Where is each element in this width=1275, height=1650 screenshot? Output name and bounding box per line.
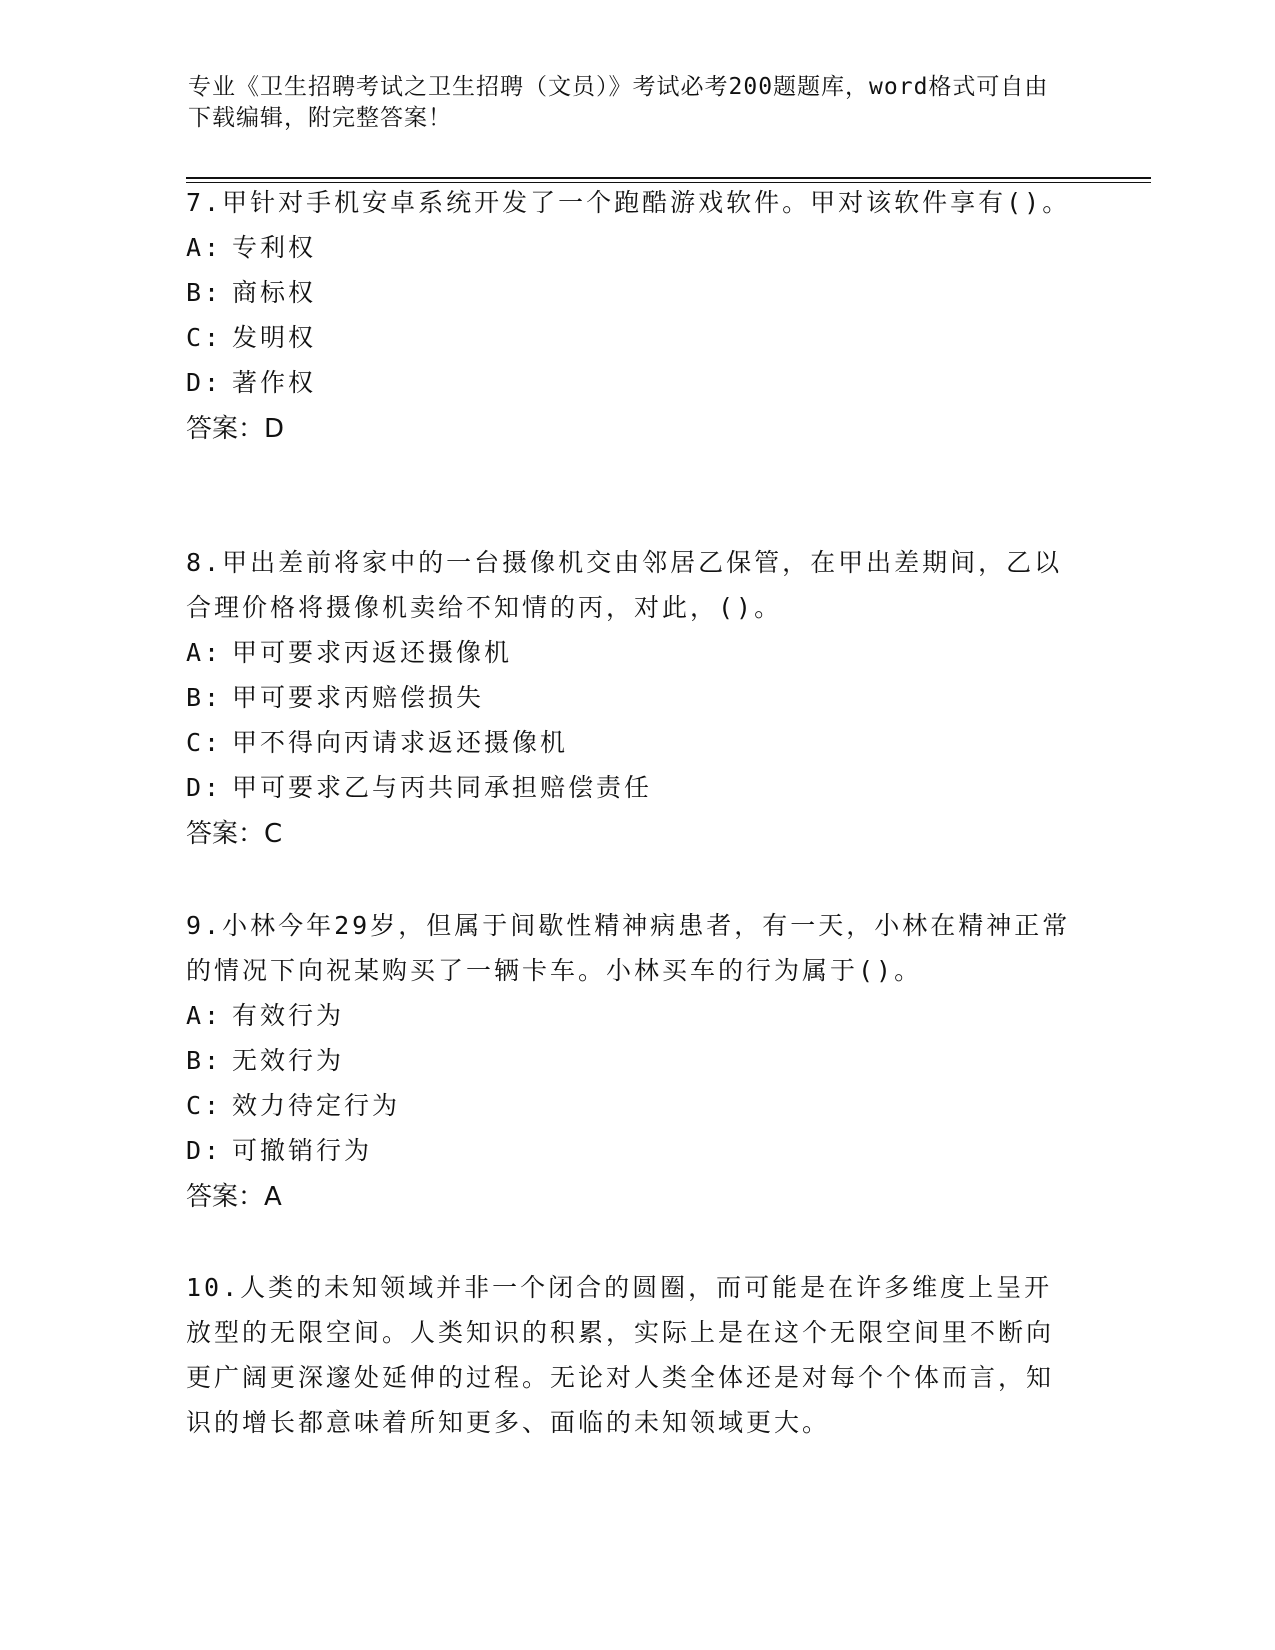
- option-letter: B:: [186, 683, 223, 712]
- option-b: [186, 1038, 1076, 1083]
- question-9: [186, 903, 1076, 1221]
- option-text: 无效行为: [232, 1046, 345, 1075]
- option-text: 效力待定行为: [232, 1091, 401, 1120]
- question-stem: 7.甲针对手机安卓系统开发了一个跑酷游戏软件。甲对该软件享有()。: [186, 188, 1071, 217]
- option-text: 可撤销行为: [232, 1136, 373, 1165]
- option-letter: B:: [186, 1046, 223, 1075]
- option-a: [186, 630, 1076, 675]
- option-b: [186, 675, 1076, 720]
- option-letter: D:: [186, 368, 223, 397]
- question-10: [186, 1265, 1076, 1445]
- option-letter: B:: [186, 278, 223, 307]
- option-letter: C:: [186, 728, 223, 757]
- question-stem: 8.甲出差前将家中的一台摄像机交由邻居乙保管，在甲出差期间，乙以合理价格将摄像机卖给不知情的丙，对此，()。: [186, 548, 1063, 622]
- option-letter: D:: [186, 773, 223, 802]
- option-d: [186, 360, 1076, 405]
- question-7: [186, 180, 1076, 453]
- option-letter: A:: [186, 638, 223, 667]
- option-letter: C:: [186, 323, 223, 352]
- option-text: 甲不得向丙请求返还摄像机: [232, 728, 569, 757]
- option-a: [186, 993, 1076, 1038]
- option-c: [186, 720, 1076, 765]
- option-c: [186, 1083, 1076, 1128]
- option-text: 甲可要求乙与丙共同承担赔偿责任: [232, 773, 653, 802]
- answer-line: 答案：D: [186, 414, 285, 444]
- option-text: 专利权: [232, 233, 317, 262]
- question-stem: 10.人类的未知领域并非一个闭合的圆圈，而可能是在许多维度上呈开放型的无限空间。人类知识的积累，实际上是在这个无限空间里不断向更广阔更深邃处延伸的过程。无论对人类全体还是对每个个体而言，知识的增长都意味着所知更多、面临的未知领域更大。: [186, 1273, 1055, 1437]
- option-letter: A:: [186, 1001, 223, 1030]
- answer-line: 答案：C: [186, 819, 283, 849]
- option-c: [186, 315, 1076, 360]
- answer-line: 答案：A: [186, 1182, 282, 1212]
- option-letter: A:: [186, 233, 223, 262]
- document-header: 专业《卫生招聘考试之卫生招聘（文员）》考试必考200题题库，word格式可自由下载编辑，附完整答案！: [188, 74, 1049, 131]
- option-text: 甲可要求丙赔偿损失: [232, 683, 485, 712]
- option-b: [186, 270, 1076, 315]
- option-text: 商标权: [232, 278, 317, 307]
- option-d: [186, 765, 1076, 810]
- option-text: 发明权: [232, 323, 317, 352]
- option-letter: D:: [186, 1136, 223, 1165]
- option-d: [186, 1128, 1076, 1173]
- header-divider-thick: [186, 177, 1151, 179]
- option-letter: C:: [186, 1091, 223, 1120]
- option-text: 著作权: [232, 368, 317, 397]
- option-a: [186, 225, 1076, 270]
- question-stem: 9.小林今年29岁，但属于间歇性精神病患者，有一天，小林在精神正常的情况下向祝某购买了一辆卡车。小林买车的行为属于()。: [186, 911, 1071, 985]
- option-text: 甲可要求丙返还摄像机: [232, 638, 513, 667]
- question-8: [186, 540, 1076, 858]
- option-text: 有效行为: [232, 1001, 345, 1030]
